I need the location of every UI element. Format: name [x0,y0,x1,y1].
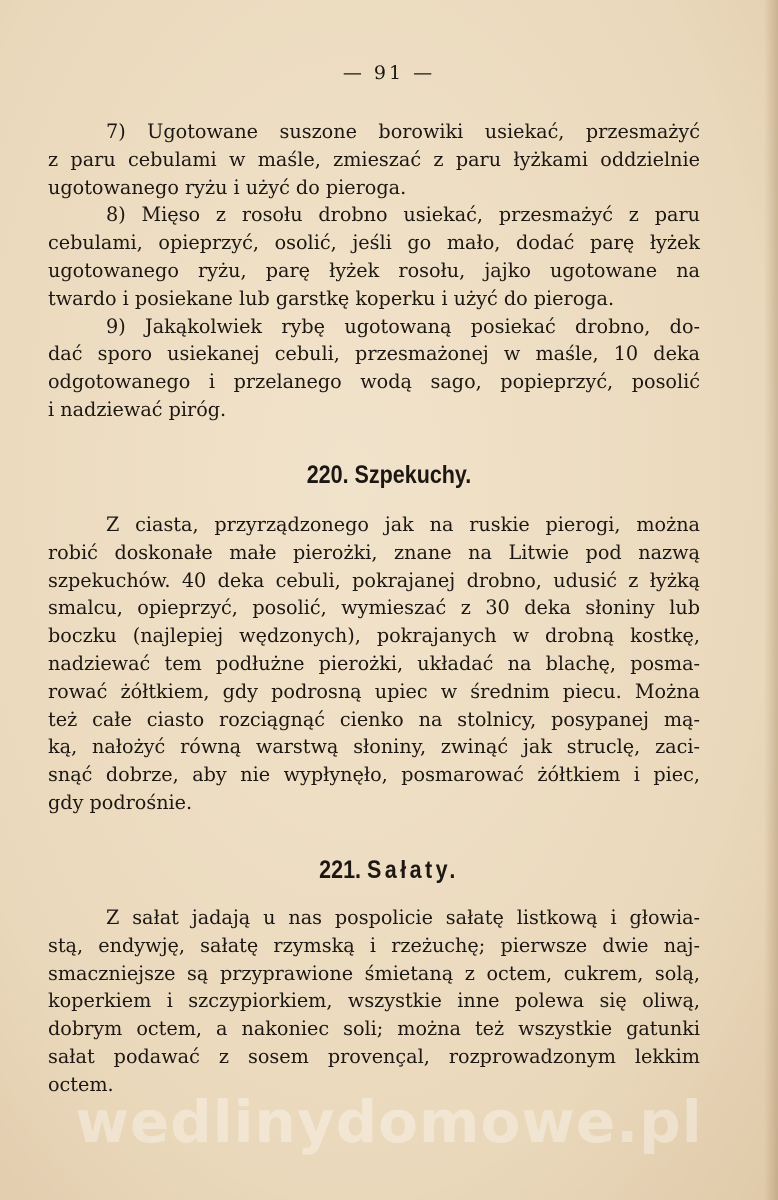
watermark: wedlinydomowe.pl [75,1088,703,1156]
text-line: z paru cebulami w maśle, zmieszać z paru łyżkami oddzielnie [48,147,700,171]
text-line: twardo i posiekane lub garstkę koperku i użyć do pieroga. [48,286,615,310]
section-221-body [48,904,700,1099]
text-line: koperkiem i szczypiorkiem, wszystkie inne polewa się oliwą, [48,989,700,1013]
text-line: Z ciasta, przyrządzonego jak na ruskie pierogi, można [106,513,700,536]
text-line: sałat podawać z sosem provençal, rozprowadzonym lekkim [48,1044,700,1068]
text-line: i nadziewać piróg. [48,397,227,421]
text-line: szpekuchów. 40 deka cebuli, pokrajanej drobno, udusić z łyżką [48,568,700,592]
text-line: smaczniejsze są przyprawione śmietaną z octem, cukrem, solą, [48,961,700,985]
text-line: smalcu, opieprzyć, posolić, wymieszać z 30 deka słoniny lub [48,596,700,620]
recipe-continued-list [48,118,700,424]
section-number: 221. [319,856,362,884]
text-line: gdy podrośnie. [48,790,193,814]
page-number: — 91 — [342,62,436,84]
section-title: Sałaty. [367,856,459,884]
text-line: ugotowanego ryżu i użyć do pieroga. [48,175,407,199]
text-line: boczku (najlepiej wędzonych), pokrajanych w drobną kostkę, [48,624,700,648]
section-221-heading [54,856,723,885]
text-line: octem. [48,1072,114,1096]
text-line: cebulami, opieprzyć, osolić, jeśli go mało, dodać parę łyżek [48,231,700,255]
section-220-body [48,511,700,817]
recipe-item-8 [48,201,700,312]
text-line: 8) Mięso z rosołu drobno usiekać, przesmażyć z paru [106,203,700,227]
text-line: też całe ciasto rozciągnąć cienko na stolnicy, posypanej mą- [48,707,700,731]
section-220-heading [54,461,723,490]
text-line: 9) Jakąkolwiek rybę ugotowaną posiekać drobno, do- [106,314,700,338]
text-line: ką, nałożyć równą warstwą słoniny, zwinąć jak struclę, zaci- [48,735,700,759]
text-line: rować żółtkiem, gdy podrosną upiec w średnim piecu. Można [48,679,700,703]
text-line: dać sporo usiekanej cebuli, przesmażonej w maśle, 10 deka [48,342,700,366]
text-line: odgotowanego i przelanego wodą sago, popieprzyć, posolić [48,370,700,394]
recipe-item-9 [48,313,700,424]
text-line: snąć dobrze, aby nie wypłynęło, posmarować żółtkiem i piec, [48,763,700,787]
recipe-item-7 [48,118,700,201]
section-title: Szpekuchy. [354,461,472,489]
text-line: ugotowanego ryżu, parę łyżek rosołu, jajko ugotowane na [48,258,700,282]
text-line: robić doskonałe małe pierożki, znane na Litwie pod nazwą [48,540,700,564]
text-line: stą, endywję, sałatę rzymską i rzeżuchę; pierwsze dwie naj- [48,933,700,957]
text-line: 7) Ugotowane suszone borowiki usiekać, przesmażyć [106,120,700,143]
page-edge-shadow [764,0,778,1200]
section-number: 220. [306,461,349,489]
text-line: nadziewać tem podłużne pierożki, układać na blachę, posma- [48,651,700,675]
text-line: Z sałat jadają u nas pospolicie sałatę listkową i głowia- [106,906,700,929]
text-line: dobrym octem, a nakoniec soli; można też wszystkie gatunki [48,1017,700,1041]
